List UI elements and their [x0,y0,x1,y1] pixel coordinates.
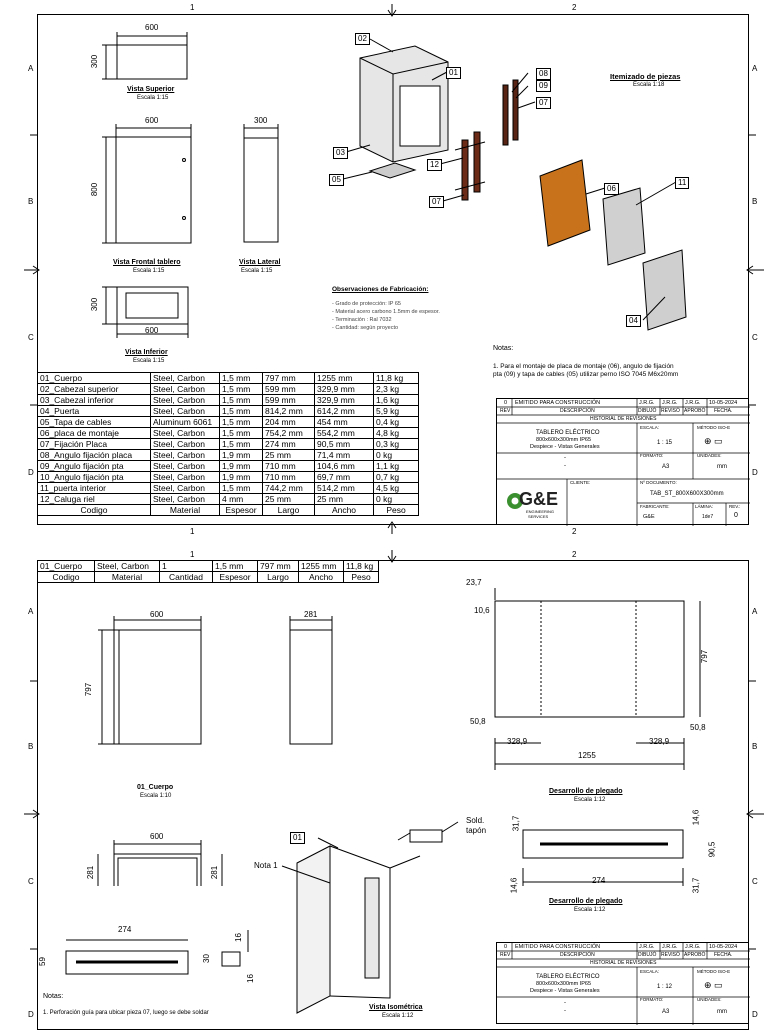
bom-row [38,439,419,450]
s2-flat-d6: 328,9 [507,737,528,746]
zone2-left-a: A [28,607,34,616]
bom-cell: 104,6 mm [315,461,374,472]
observaciones-title: Observaciones de Fabricación: [332,286,429,293]
company-logo [502,485,562,521]
bom-cell: Steel, Carbon [151,494,220,505]
s2-tb-hdr-rev: REV [500,952,511,958]
bom2-header-cell: Codigo [38,572,95,583]
s2-flat-d2: 10,6 [474,606,490,615]
s2-flat-d8: 1255 [578,751,596,760]
callout-05: 05 [329,174,344,186]
bom-cell: Steel, Carbon [151,428,220,439]
tb-historial: HISTORIAL DE REVISIONES [590,416,657,422]
s2-callout-01: 01 [290,832,305,844]
bom-row [38,450,419,461]
bom-cell: 614,2 mm [315,406,374,417]
tb-rev: 0 [734,512,738,519]
dim-superior-height: 300 [90,54,100,69]
tb-hdr-reviso: REVISÓ [661,408,680,414]
dim-inferior-height: 300 [90,297,100,312]
observacion-4: - Cantidad: según proyecto [332,325,399,331]
bom-cell: 71,4 mm [315,450,374,461]
bom-cell: 1255 mm [315,373,374,384]
s2-tb-historial: HISTORIAL DE REVISIONES [590,960,657,966]
bom-cell: 03_Cabezal inferior [38,395,151,406]
s2-tb-formato: A3 [662,1009,670,1015]
bom-cell: 797 mm [263,373,315,384]
s2-small-d1: 16 [233,933,243,942]
bom-cell: 329,9 mm [315,384,374,395]
bom-cell: 11_puerta interior [38,483,151,494]
view-scale-frontal: Escala 1:15 [133,268,165,274]
bom-header-cell: Material [151,505,220,516]
s2-tb-rev-dibujo: J.R.G. [639,944,655,950]
s2-front-height: 797 [84,682,94,697]
tb-doc-label: Nº DOCUMENTO: [640,480,677,485]
s2-top-width: 600 [150,832,164,841]
s2-iso-scale: Escala 1:12 [382,1013,414,1019]
bom2-header-cell: Material [95,572,160,583]
s2-iso-title: Vista Isométrica [369,1004,423,1011]
s2-flat2-d1: 31,7 [511,815,521,832]
s2-flat2-d2: 14,6 [691,809,701,826]
bom-cell: 1,9 mm [220,450,263,461]
bom-row [38,494,419,505]
bom2-header-cell: Largo [258,572,299,583]
tb-formato: A3 [662,464,670,470]
bom-cell: Steel, Carbon [151,395,220,406]
s2-tb-rev-desc: EMITIDO PARA CONSTRUCCIÓN [515,944,601,950]
bom-cell: 90,5 mm [315,439,374,450]
callout-03: 03 [333,147,348,159]
view-scale-itemizado: Escala 1:18 [633,82,665,88]
s2-top-h2: 281 [210,865,220,880]
zone-right-b: B [752,197,758,206]
callout-07-b: 07 [429,196,444,208]
bom-row [38,395,419,406]
s2-tb-hdr-desc: DESCRIPCIÓN [560,952,595,958]
method-iso-icon: ⊕ ▭ [704,436,723,446]
callout-06: 06 [604,183,619,195]
s2-small-d3: 16 [245,974,255,983]
tb-rev-fecha: 10-05-2024 [709,400,738,406]
bom-cell: 0,3 kg [374,439,419,450]
observacion-2: - Material acero carbono 1.5mm de espesor. [332,309,440,315]
bom-cell: 07_Fijación Placa [38,439,151,450]
s2-flat-d3: 797 [700,649,710,664]
bom2-header-cell: Espesor [213,572,258,583]
bom2-header-cell: Cantidad [160,572,213,583]
bom-cell: Steel, Carbon [151,472,220,483]
dim-inferior-width: 600 [145,326,159,335]
s2-tb-rev-0: 0 [504,944,508,950]
bom-row [38,461,419,472]
notas-text: 1. Para el montaje de placa de montaje (06), angulo de fijación pta (09) y tapa de cables (05) utilizar perno ISO 7045 M6x20mm [493,363,679,378]
bom-cell: 1,5 mm [220,406,263,417]
zone-right-a: A [752,64,758,73]
bom-cell: 744,2 mm [263,483,315,494]
tb-dash-2: - [564,463,566,469]
bom-cell: 329,9 mm [315,395,374,406]
s2-tb-dash-2: - [564,1008,566,1014]
bom-row [38,483,419,494]
view-title-lateral: Vista Lateral [239,259,281,266]
bom-cell: 09_Angulo fijación pta [38,461,151,472]
bom-cell: 2,3 kg [374,384,419,395]
bom-cell: Steel, Carbon [151,373,220,384]
s2-front-scale: Escala 1:10 [140,793,172,799]
s2-front-width: 600 [150,610,164,619]
s2-tb-hdr-fecha: FECHA. [714,952,733,958]
logo-sub-2: SERVICES [528,514,549,519]
bom-header-cell: Codigo [38,505,151,516]
bom-cell: 69,7 mm [315,472,374,483]
bom-cell: 0 kg [374,494,419,505]
bom-cell: 5,9 kg [374,406,419,417]
s2-flat-d1: 23,7 [466,578,482,587]
bom2-cell: 11,8 kg [344,561,379,572]
callout-02: 02 [355,33,370,45]
zone-left-c: C [28,333,34,342]
zone-left-d: D [28,468,34,477]
s2-flat-d4: 50,8 [470,717,486,726]
zone2-right-d: D [752,1010,758,1019]
view-scale-inferior: Escala 1:15 [133,358,165,364]
bom-header-cell: Largo [263,505,315,516]
bom-cell: 599 mm [263,384,315,395]
bom2-header-cell: Peso [344,572,379,583]
s2-flat2-d3: 90,5 [707,841,717,858]
callout-08: 08 [536,68,551,80]
zone-bottom-1: 1 [190,527,195,536]
bom-cell: 25 mm [263,494,315,505]
bom-cell: Steel, Carbon [151,461,220,472]
bom-cell: 04_Puerta [38,406,151,417]
bom-cell: 599 mm [263,395,315,406]
s2-tb-formato-label: FORMATO: [640,997,664,1002]
s2-flat2-scale: Escala 1:12 [574,907,606,913]
logo-text: G&E [519,489,559,509]
bom-cell: 0,7 kg [374,472,419,483]
tb-unidades-label: UNIDADES: [697,453,722,458]
bom-row [38,472,419,483]
dim-frontal-width: 600 [145,116,159,125]
bom-cell: 274 mm [263,439,315,450]
zone2-right-b: B [752,742,758,751]
bom-table [37,372,419,516]
bom-cell: Steel, Carbon [151,439,220,450]
bom-cell: 454 mm [315,417,374,428]
s2-tb-project: TABLERO ELÉCTRICO [536,974,600,980]
tb-dash-1: - [564,455,566,461]
bom-cell: 06_placa de montaje [38,428,151,439]
logo-sub-1: ENGINEERING [526,509,555,514]
bom-cell: 814,2 mm [263,406,315,417]
s2-flat2-d6: 31,7 [691,877,701,894]
bom-cell: 1,6 kg [374,395,419,406]
callout-07-a: 07 [536,97,551,109]
zone2-left-b: B [28,742,34,751]
s2-flat2-d4: 14,6 [509,877,519,894]
bom-row [38,428,419,439]
tb-lamina-label: LÁMINA: [695,504,714,509]
bom2-cell: 797 mm [258,561,299,572]
bom-cell: 08_Angulo fijación placa [38,450,151,461]
bom-row [38,373,419,384]
tb-project: TABLERO ELÉCTRICO [536,430,600,436]
bom2-cell: 01_Cuerpo [38,561,95,572]
dim-superior-width: 600 [145,23,159,32]
bom-cell: 710 mm [263,461,315,472]
bom-cell: 1,5 mm [220,483,263,494]
bom-cell: 1,5 mm [220,417,263,428]
tb-rev-aprobo: J.R.G. [685,400,701,406]
bom-cell: 25 mm [315,494,374,505]
callout-09: 09 [536,80,551,92]
tb-rev-reviso: J.R.G. [662,400,678,406]
s2-tb-hdr-aprobo: APROBÓ [684,952,706,958]
s2-tb-project-3: Despiece - Vistas Generales [530,988,600,994]
s2-tb-rev-aprobo: J.R.G. [685,944,701,950]
s2-sold: Sold. [466,816,485,825]
s2-tb-unidades: mm [717,1009,727,1015]
tb-rev-desc: EMITIDO PARA CONSTRUCCIÓN [515,400,601,406]
s2-tb-unidades-label: UNIDADES: [697,997,722,1002]
bom-row [38,417,419,428]
bom-cell: 1,5 mm [220,439,263,450]
s2-tb-metodo-label: MÉTODO ISO-E [697,969,731,974]
notas-title: Notas: [493,345,514,352]
view-scale-lateral: Escala 1:15 [241,268,273,274]
callout-11: 11 [675,177,689,189]
s2-tb-rev-reviso: J.R.G. [662,944,678,950]
bom-row [38,406,419,417]
bom-cell: 1,5 mm [220,428,263,439]
s2-small-w: 274 [118,925,132,934]
tb-lamina: 1de7 [702,514,714,520]
view-title-inferior: Vista Inferior [125,349,168,356]
zone-right-d: D [752,468,758,477]
bom-cell: 204 mm [263,417,315,428]
s2-tb-escala: 1 : 12 [657,984,673,990]
bom-cell: Steel, Carbon [151,483,220,494]
bom-cell: Steel, Carbon [151,406,220,417]
tb-hdr-rev: REV [500,408,511,414]
s2-notas-text: 1. Perforación guía para ubicar pieza 07, luego se debe soldar [43,1010,209,1016]
s2-small-d2: 30 [201,954,211,963]
bom-header-cell: Espesor [220,505,263,516]
zone-right-c: C [752,333,758,342]
tb-hdr-aprobo: APROBÓ [684,408,706,414]
view-title-superior: Vista Superior [127,86,175,93]
bom-cell: 01_Cuerpo [38,373,151,384]
bom-cell: 554,2 mm [315,428,374,439]
bom-cell: Steel, Carbon [151,450,220,461]
bom-cell: 1,9 mm [220,472,263,483]
bom-cell: 02_Cabezal superior [38,384,151,395]
bom-cell: 11,8 kg [374,373,419,384]
bom-cell: 05_Tapa de cables [38,417,151,428]
tb-rev-0: 0 [504,400,508,406]
dim-lateral-width: 300 [254,116,268,125]
bom-cell: 1,5 mm [220,395,263,406]
zone-bottom-2: 2 [572,527,577,536]
tb-metodo-label: MÉTODO ISO-E [697,425,731,430]
s2-tb-project-2: 800x600x300mm IP65 [536,981,592,987]
bom-header-cell: Ancho [315,505,374,516]
tb-fab: G&E [643,514,655,520]
tb-escala-label: ESCALA: [640,425,660,430]
bom-cell: 4 mm [220,494,263,505]
bom-cell: 10_Angulo fijación pta [38,472,151,483]
bom-cell: 25 mm [263,450,315,461]
bom-cell: 1,9 mm [220,461,263,472]
s2-flat-d5: 50,8 [690,723,706,732]
tb-project-3: Despiece - Vistas Generales [530,444,600,450]
bom-cell: Steel, Carbon [151,384,220,395]
sheet-2 [0,548,768,1024]
s2-flat2-title: Desarrollo de plegado [549,898,623,905]
bom-cell: 4,8 kg [374,428,419,439]
bom2-cell: 1,5 mm [213,561,258,572]
bom-cell: 1,1 kg [374,461,419,472]
bom-cell: 0,4 kg [374,417,419,428]
zone2-right-c: C [752,877,758,886]
s2-tb-hdr-reviso: REVISÓ [661,952,680,958]
s2-small-h: 59 [37,957,47,966]
s2-tb-escala-label: ESCALA: [640,969,660,974]
bom-cell: 0 kg [374,450,419,461]
observacion-1: - Grado de protección: IP 65 [332,301,401,307]
zone-top-1: 1 [190,3,195,12]
bom-cell: 1,5 mm [220,384,263,395]
s2-tb-hdr-dibujo: DIBUJÓ [638,952,657,958]
bom2-header-cell: Ancho [299,572,344,583]
bom-cell: Aluminum 6061 [151,417,220,428]
bom2-cell: 1 [160,561,213,572]
tb-escala: 1 : 15 [657,440,673,446]
tb-unidades: mm [717,464,727,470]
dim-frontal-height: 800 [90,182,100,197]
zone-left-b: B [28,197,34,206]
s2-iso-nota: Nota 1 [254,861,278,870]
s2-notas-title: Notas: [43,993,64,1000]
zone-top-2: 2 [572,3,577,12]
callout-04: 04 [626,315,641,327]
zone2-right-a: A [752,607,758,616]
s2-flat-title: Desarrollo de plegado [549,788,623,795]
tb-project-2: 800x600x300mm IP65 [536,437,592,443]
tb-hdr-dibujo: DIBUJÓ [638,408,657,414]
s2-tb-dash-1: - [564,1000,566,1006]
s2-method-iso-icon: ⊕ ▭ [704,980,723,990]
tb-doc: TAB_ST_800X600X300mm [650,491,724,497]
view-title-frontal: Vista Frontal tablero [113,259,181,266]
bom-cell: 12_Caluga riel [38,494,151,505]
view-scale-superior: Escala 1:15 [137,95,169,101]
bom-cell: 710 mm [263,472,315,483]
tb-formato-label: FORMATO: [640,453,664,458]
tb-cliente-label: CLIENTE: [570,480,591,485]
bom-cell: 514,2 mm [315,483,374,494]
bom-cell: 1,5 mm [220,373,263,384]
bom-cell: 754,2 mm [263,428,315,439]
zone-left-a: A [28,64,34,73]
view-title-itemizado: Itemizado de piezas [610,72,681,81]
s2-top-h1: 281 [86,865,96,880]
zone2-top-1: 1 [190,550,195,559]
tb-rev-label: REV.: [729,504,741,509]
zone2-left-c: C [28,877,34,886]
s2-flat2-d5: 274 [592,876,606,885]
s2-flat-d7: 328,9 [649,737,670,746]
callout-12: 12 [427,159,442,171]
tb-rev-dibujo: J.R.G. [639,400,655,406]
s2-side-width: 281 [304,610,318,619]
bom2-cell: 1255 mm [299,561,344,572]
callout-01: 01 [446,67,461,79]
s2-flat-scale: Escala 1:12 [574,797,606,803]
s2-tapon: tapón [466,826,487,835]
tb-hdr-desc: DESCRIPCIÓN [560,408,595,414]
observacion-3: - Terminación : Ral 7032 [332,317,392,323]
s2-tb-rev-fecha: 10-05-2024 [709,944,738,950]
tb-hdr-fecha: FECHA. [714,408,733,414]
zone2-top-2: 2 [572,550,577,559]
bom-row [38,384,419,395]
s2-front-title: 01_Cuerpo [137,784,174,791]
bom-cell: 4,5 kg [374,483,419,494]
bom-header-row [38,505,419,516]
bom-header-cell: Peso [374,505,419,516]
tb-fab-label: FABRICANTE: [640,504,670,509]
bom2-cell: Steel, Carbon [95,561,160,572]
zone2-left-d: D [28,1010,34,1019]
